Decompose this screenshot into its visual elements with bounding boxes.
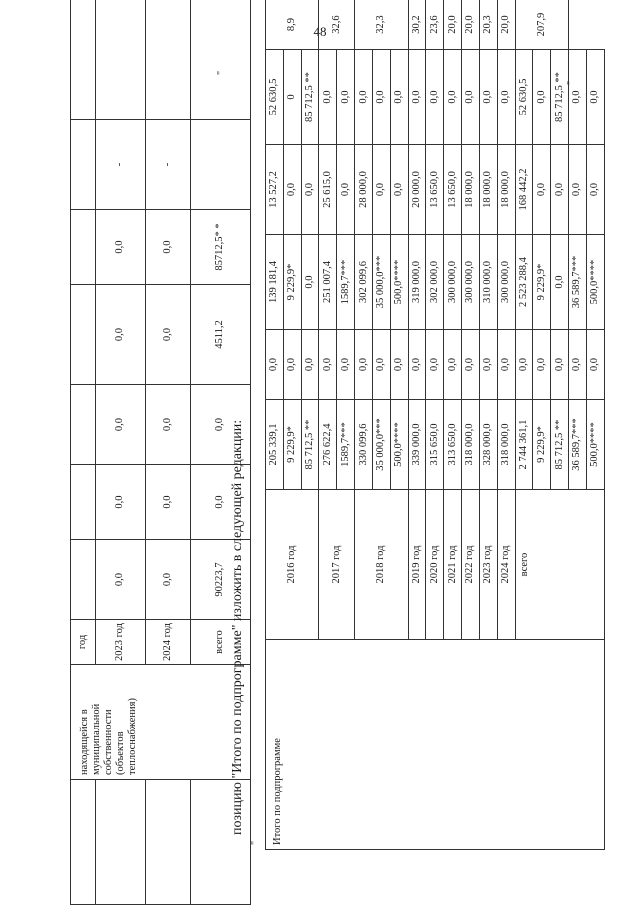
top-cell: 0,0	[146, 465, 191, 540]
data-cell: 85 712,5 **	[551, 50, 569, 145]
indicator-cell: 20,0	[462, 0, 480, 50]
data-cell: 9 229,9*	[283, 400, 301, 490]
top-year-cell: 2024 год	[146, 620, 191, 665]
data-cell: 85 712,5 **	[551, 400, 569, 490]
indicator-cell: 8,9	[266, 0, 319, 50]
data-cell: 0,0	[515, 330, 533, 400]
data-cell: 0,0	[479, 330, 497, 400]
data-cell: 318 000,0	[462, 400, 480, 490]
data-cell: 0,0	[462, 50, 480, 145]
data-cell: 339 000,0	[408, 400, 426, 490]
data-cell: 13 650,0	[426, 145, 444, 235]
data-cell: 302 099,6	[355, 235, 373, 330]
data-cell: 9 229,9*	[533, 400, 551, 490]
data-cell: 0,0	[319, 330, 337, 400]
data-cell: 0,0	[479, 50, 497, 145]
data-cell: 319 000,0	[408, 235, 426, 330]
data-cell: 85 712,5 **	[301, 400, 319, 490]
data-cell: 0,0	[337, 50, 355, 145]
indicator-cell: 207,9	[515, 0, 568, 50]
top-cell	[71, 210, 96, 285]
top-cell: 0,0	[191, 465, 251, 540]
data-cell: 500,0****	[390, 235, 408, 330]
data-cell: 315 650,0	[426, 400, 444, 490]
data-cell: 302 000,0	[426, 235, 444, 330]
data-cell: 318 000,0	[497, 400, 515, 490]
data-cell: 0,0	[408, 50, 426, 145]
data-cell: 36 589,7***	[569, 400, 587, 490]
top-cell: 0,0	[96, 285, 146, 385]
data-cell: 0,0	[266, 330, 284, 400]
year-cell: всего	[515, 490, 604, 640]
data-cell: 0,0	[497, 50, 515, 145]
indicator-cell: 20,0	[444, 0, 462, 50]
year-cell: 2024 год	[497, 490, 515, 640]
data-cell: 52 630,5	[515, 50, 533, 145]
data-cell: 0,0	[390, 330, 408, 400]
data-cell: 13 527,2	[266, 145, 284, 235]
data-cell: 13 650,0	[444, 145, 462, 235]
data-cell: 0,0	[372, 145, 390, 235]
indicator-cell: 23,6	[426, 0, 444, 50]
data-cell: 0	[283, 50, 301, 145]
data-cell: 0,0	[426, 330, 444, 400]
data-cell: 20 000,0	[408, 145, 426, 235]
data-cell: 0,0	[586, 50, 604, 145]
data-cell: 0,0	[533, 50, 551, 145]
data-cell: 310 000,0	[479, 235, 497, 330]
top-cell: 0,0	[191, 385, 251, 465]
top-cell: 4511,2	[191, 285, 251, 385]
top-year-cell: 2023 год	[96, 620, 146, 665]
data-cell: 0,0	[497, 330, 515, 400]
data-cell: 139 181,4	[266, 235, 284, 330]
quote-mark: "	[566, 80, 577, 85]
data-cell: 36 589,7***	[569, 235, 587, 330]
data-cell: 0,0	[301, 145, 319, 235]
top-cell: 0,0	[146, 540, 191, 620]
top-cell	[191, 120, 251, 210]
data-cell: 313 650,0	[444, 400, 462, 490]
data-cell: 0,0	[462, 330, 480, 400]
quote-mark: "	[250, 840, 261, 845]
top-cell	[71, 385, 96, 465]
data-cell: 0,0	[569, 145, 587, 235]
data-cell: 0,0	[551, 235, 569, 330]
data-cell: 500,0****	[390, 400, 408, 490]
data-cell: 251 007,4	[319, 235, 337, 330]
data-cell: 0,0	[569, 330, 587, 400]
data-cell: 0,0	[569, 50, 587, 145]
year-cell: 2018 год	[355, 490, 408, 640]
data-cell: 0,0	[551, 330, 569, 400]
year-cell: 2021 год	[444, 490, 462, 640]
data-cell: 300 000,0	[462, 235, 480, 330]
year-cell: 2022 год	[462, 490, 480, 640]
indicator-cell: 20,0	[497, 0, 515, 50]
top-cell: 0,0	[96, 385, 146, 465]
data-cell: 500,0****	[586, 400, 604, 490]
data-cell: 0,0	[319, 50, 337, 145]
subprogram-total-label: Итого по подпрограмме	[266, 640, 605, 850]
page-number: 48	[313, 24, 327, 39]
data-cell: 0,0	[355, 50, 373, 145]
data-cell: 0,0	[444, 50, 462, 145]
data-cell: 0,0	[283, 145, 301, 235]
data-cell: 0,0	[426, 50, 444, 145]
data-cell: 0,0	[586, 330, 604, 400]
data-cell: 0,0	[444, 330, 462, 400]
data-cell: 9 229,9*	[283, 235, 301, 330]
data-cell: 25 615,0	[319, 145, 337, 235]
data-cell: 0,0	[408, 330, 426, 400]
quote-mark: "	[216, 70, 227, 75]
top-cell: 0,0	[96, 540, 146, 620]
top-cell	[71, 120, 96, 210]
top-cell: 0,0	[146, 385, 191, 465]
top-cell: 0,0	[96, 210, 146, 285]
data-cell: 18 000,0	[479, 145, 497, 235]
data-cell: 9 229,9*	[533, 235, 551, 330]
data-cell: 0,0	[372, 330, 390, 400]
data-cell: 2 523 288,4	[515, 235, 533, 330]
data-cell: 276 622,4	[319, 400, 337, 490]
section-heading: позицию "Итого по подпрограмме" изложить в следующей редакции:	[230, 419, 245, 835]
data-cell: 0,0	[390, 50, 408, 145]
data-cell: 18 000,0	[497, 145, 515, 235]
data-cell: 328 000,0	[479, 400, 497, 490]
data-cell: 0,0	[586, 145, 604, 235]
top-cell: 90223,7	[191, 540, 251, 620]
top-cell: -	[96, 120, 146, 210]
data-cell: 168 442,2	[515, 145, 533, 235]
data-cell: 330 099,6	[355, 400, 373, 490]
data-cell: 300 000,0	[497, 235, 515, 330]
top-year-cell: всего	[191, 620, 251, 665]
data-cell: 0,0	[372, 50, 390, 145]
data-cell: 18 000,0	[462, 145, 480, 235]
indicator-cell: 30,2	[408, 0, 426, 50]
indicator-cell: 20,3	[479, 0, 497, 50]
data-cell: 0,0	[533, 145, 551, 235]
data-cell: 35 000,0***	[372, 235, 390, 330]
data-cell: 35 000,0***	[372, 400, 390, 490]
year-cell: 2017 год	[319, 490, 355, 640]
top-table	[70, 0, 251, 905]
data-cell: 0,0	[390, 145, 408, 235]
data-cell: 0,0	[337, 330, 355, 400]
data-cell: 2 744 361,1	[515, 400, 533, 490]
top-cell: 0,0	[146, 285, 191, 385]
top-cell: 0,0	[96, 465, 146, 540]
top-cell: 0,0	[146, 210, 191, 285]
data-cell: 500,0****	[586, 235, 604, 330]
top-cell: -	[146, 120, 191, 210]
year-cell: 2023 год	[479, 490, 497, 640]
data-cell: 0,0	[533, 330, 551, 400]
data-cell: 0,0	[301, 330, 319, 400]
data-cell: 28 000,0	[355, 145, 373, 235]
top-cell	[71, 285, 96, 385]
data-cell: 85 712,5 **	[301, 50, 319, 145]
year-cell: 2020 год	[426, 490, 444, 640]
indicator-cell: 32,3	[355, 0, 408, 50]
data-cell: 52 630,5	[266, 50, 284, 145]
top-cell: 85712,5* *	[191, 210, 251, 285]
data-cell: 0,0	[337, 145, 355, 235]
indicator-cell: 32,6	[319, 0, 355, 50]
data-cell: 1589,7***	[337, 400, 355, 490]
year-cell: 2019 год	[408, 490, 426, 640]
subprogram-total-table	[265, 0, 605, 850]
data-cell: 1589,7***	[337, 235, 355, 330]
data-cell: 300 000,0	[444, 235, 462, 330]
year-cell: 2016 год	[266, 490, 319, 640]
top-table-label: находящейся в муниципальной собственности (объектов теплоснабжения)	[71, 665, 251, 780]
top-year-cell: год	[71, 620, 96, 665]
data-cell: 0,0	[301, 235, 319, 330]
data-cell: 205 339,1	[266, 400, 284, 490]
data-cell: 0,0	[355, 330, 373, 400]
data-cell: 0,0	[551, 145, 569, 235]
data-cell: 0,0	[283, 330, 301, 400]
top-cell	[71, 540, 96, 620]
top-cell	[71, 465, 96, 540]
